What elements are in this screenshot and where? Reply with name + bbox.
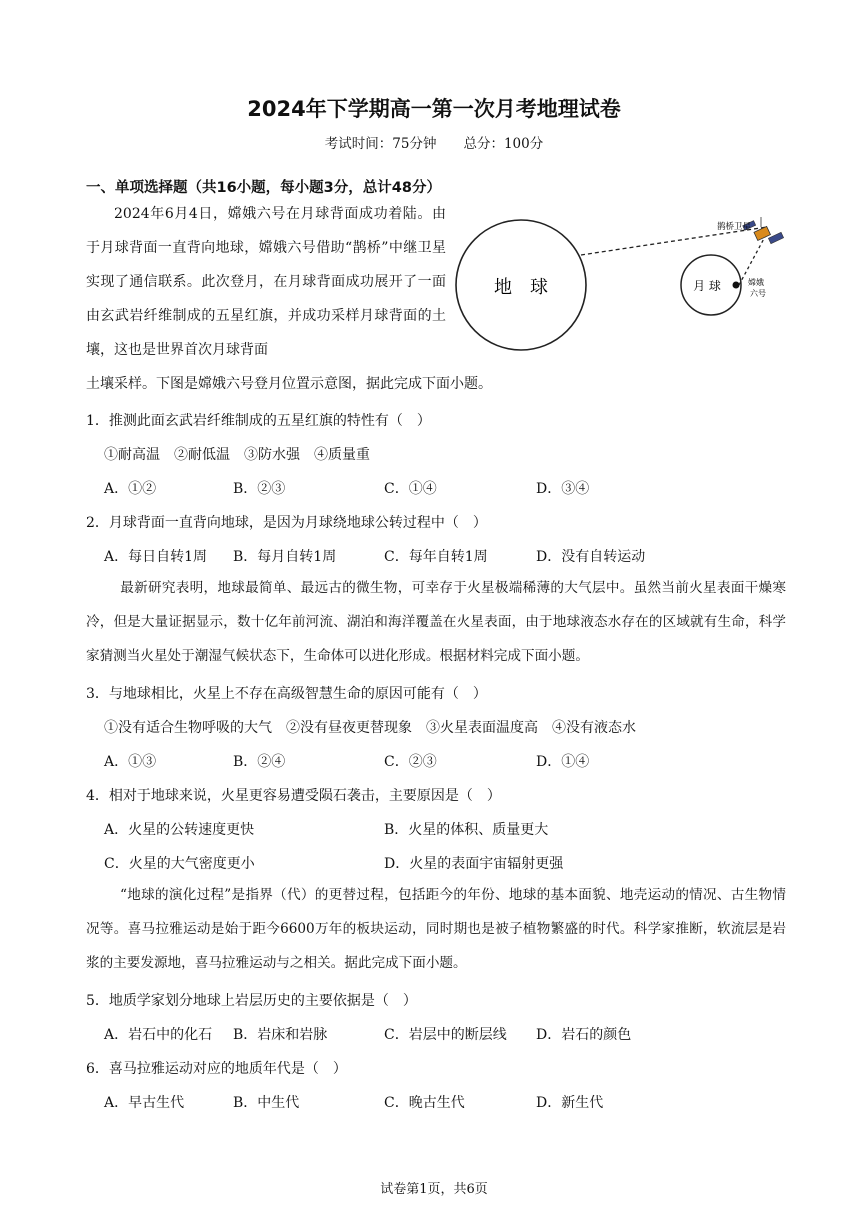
question-5-stem: 5．地质学家划分地球上岩层历史的主要依据是（ ）: [86, 993, 417, 1009]
question-4-stem: 4．相对于地球来说，火星更容易遭受陨石袭击，主要原因是（ ）: [86, 788, 501, 804]
question-1-items: ①耐高温 ②耐低温 ③防水强 ④质量重: [104, 447, 370, 463]
question-1-option-d[interactable]: D．③④: [536, 481, 590, 497]
page-title: 2024年下学期高一第一次月考地理试卷: [247, 97, 621, 121]
question-1-option-b[interactable]: B．②③: [233, 481, 286, 497]
question-6-option-d[interactable]: D．新生代: [536, 1095, 604, 1111]
question-4-option-a[interactable]: A．火星的公转速度更快: [104, 822, 255, 838]
question-3-option-c[interactable]: C．②③: [384, 754, 437, 770]
moon-label: 月 球: [693, 279, 721, 293]
question-5-option-c[interactable]: C．岩层中的断层线: [384, 1027, 507, 1043]
section-heading: 一、单项选择题（共16小题，每小题3分，总计48分）: [86, 180, 441, 196]
evolution-passage: “地球的演化过程”是指界（代）的更替过程，包括距今的年份、地球的基本面貌、地壳运动的情况、古生物情况等。喜马拉雅运动是始于距今6600万年的板块运动，同时期也是被子植物繁盛的时代。科学家推断，软流层是岩浆的主要发源地，喜马拉雅运动与之相关。据此完成下面小题。: [86, 887, 786, 971]
earth-label: 地 球: [494, 277, 548, 298]
question-1-stem: 1．推测此面玄武岩纤维制成的五星红旗的特性有（ ）: [86, 413, 431, 429]
question-3-option-a[interactable]: A．①③: [104, 754, 157, 770]
mars-passage: 最新研究表明，地球最简单、最远古的微生物，可幸存于火星极端稀薄的大气层中。虽然当前火星表面干燥寒冷，但是大量证据显示，数十亿年前河流、湖泊和海洋覆盖在火星表面，由于地球液态水存在的区域就有生命，科学家猜测当火星处于潮湿气候状态下，生命体可以进化形成。根据材料完成下面小题。: [86, 580, 786, 664]
question-3-items: ①没有适合生物呼吸的大气 ②没有昼夜更替现象 ③火星表面温度高 ④没有液态水: [104, 720, 636, 736]
question-2-stem: 2．月球背面一直背向地球，是因为月球绕地球公转过程中（ ）: [86, 515, 487, 531]
question-1-option-c[interactable]: C．①④: [384, 481, 437, 497]
question-6-option-a[interactable]: A．早古生代: [104, 1095, 185, 1111]
question-2-option-c[interactable]: C．每年自转1周: [384, 549, 488, 565]
question-2-option-a[interactable]: A．每日自转1周: [104, 549, 208, 565]
question-2-option-d[interactable]: D．没有自转运动: [536, 549, 646, 565]
question-2-option-b[interactable]: B．每月自转1周: [233, 549, 337, 565]
question-6-option-c[interactable]: C．晚古生代: [384, 1095, 465, 1111]
page-footer: 试卷第1页，共6页: [380, 1182, 488, 1197]
question-3-option-b[interactable]: B．②④: [233, 754, 286, 770]
question-6-stem: 6．喜马拉雅运动对应的地质年代是（ ）: [86, 1061, 347, 1077]
intro-paragraph-end: 土壤采样。下图是嫦娥六号登月位置示意图，据此完成下面小题。: [86, 376, 492, 392]
question-5-option-b[interactable]: B．岩床和岩脉: [233, 1027, 328, 1043]
question-4-option-b[interactable]: B．火星的体积、质量更大: [384, 822, 549, 838]
question-4-option-c[interactable]: C．火星的大气密度更小: [104, 856, 255, 872]
intro-paragraph: 2024年6月4日，嫦娥六号在月球背面成功着陆。由于月球背面一直背向地球，嫦娥六号借助“鹊桥”中继卫星实现了通信联系。此次登月，在月球背面成功展开了一面由玄武岩纤维制成的五星红旗，并成功采样月球背面的土壤，这也是世界首次月球背面: [86, 206, 446, 358]
lander-dot: [733, 282, 740, 289]
question-1-option-a[interactable]: A．①②: [104, 481, 157, 497]
question-5-option-a[interactable]: A．岩石中的化石: [104, 1027, 213, 1043]
question-6-option-b[interactable]: B．中生代: [233, 1095, 300, 1111]
question-3-stem: 3．与地球相比，火星上不存在高级智慧生命的原因可能有（ ）: [86, 686, 487, 702]
lander-label-2: 六号: [750, 289, 766, 298]
lander-label-1: 嫦娥: [748, 278, 764, 287]
question-4-option-d[interactable]: D．火星的表面宇宙辐射更强: [384, 856, 564, 872]
exam-info: 考试时间：75分钟 总分：100分: [324, 136, 544, 152]
question-3-option-d[interactable]: D．①④: [536, 754, 590, 770]
relay-label: 鹊桥卫星: [717, 222, 752, 232]
landing-position-diagram: [455, 205, 785, 365]
question-5-option-d[interactable]: D．岩石的颜色: [536, 1027, 632, 1043]
